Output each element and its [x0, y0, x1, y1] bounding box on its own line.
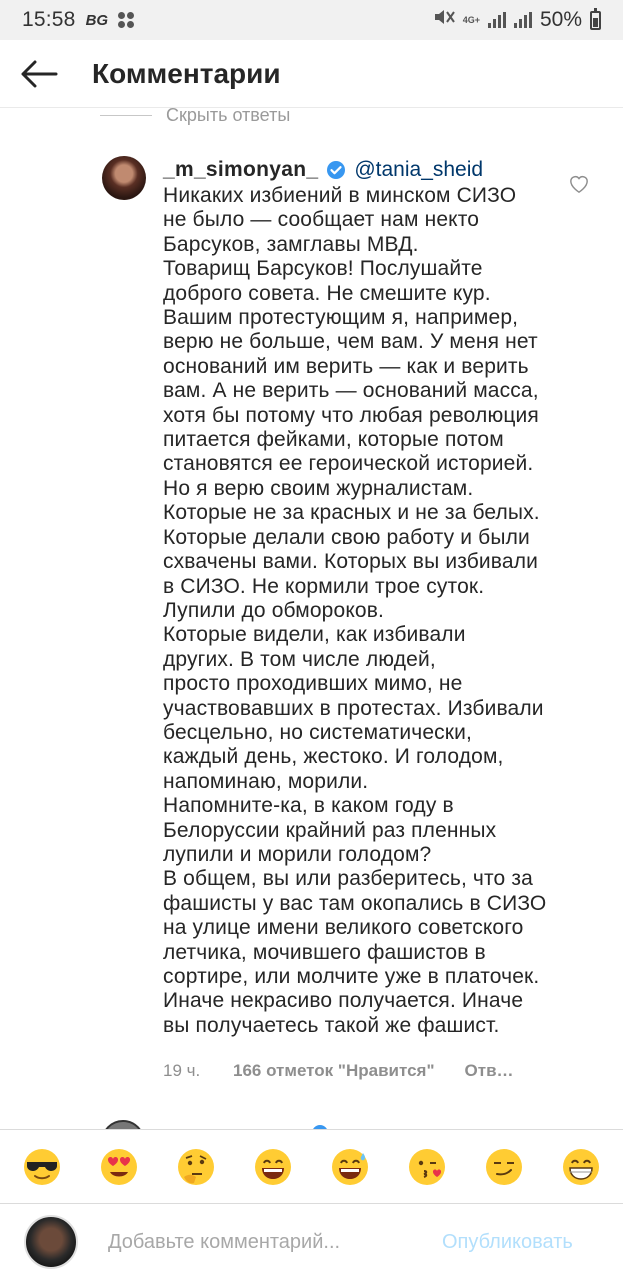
reply-button[interactable]: Отв…: [464, 1061, 514, 1080]
emoji-beaming[interactable]: [560, 1146, 602, 1188]
status-bar: [0, 0, 623, 40]
avatar[interactable]: [102, 156, 146, 200]
mention-link[interactable]: @tania_sheid: [354, 158, 484, 181]
emoji-sunglasses[interactable]: [21, 1146, 63, 1188]
likes-count[interactable]: 166 отметок "Нравится": [233, 1061, 435, 1080]
page-title: Комментарии: [92, 57, 281, 89]
user-avatar[interactable]: [24, 1215, 78, 1269]
comment-meta: [163, 1061, 514, 1081]
comment-input-bar: [0, 1203, 623, 1280]
mute-icon: [433, 7, 455, 33]
app-grid-icon: [118, 12, 134, 28]
username[interactable]: _m_simonyan_: [163, 158, 319, 181]
verified-badge-icon: [326, 160, 346, 180]
carrier-label: BG: [85, 11, 109, 29]
status-time: 15:58: [22, 8, 76, 31]
comment-header: [163, 156, 568, 184]
signal-icon: [488, 12, 506, 28]
publish-button[interactable]: Опубликовать: [442, 1230, 573, 1253]
emoji-kiss[interactable]: [406, 1146, 448, 1188]
comment-time: 19 ч.: [163, 1061, 201, 1080]
arrow-left-icon: [20, 60, 58, 88]
emoji-sweat-smile[interactable]: [329, 1146, 371, 1188]
emoji-thinking[interactable]: [175, 1146, 217, 1188]
battery-icon: [590, 11, 601, 30]
emoji-heart-eyes[interactable]: [98, 1146, 140, 1188]
signal-icon-2: [514, 12, 532, 28]
back-button[interactable]: [4, 40, 74, 108]
emoji-bar: [0, 1129, 623, 1203]
heart-icon[interactable]: [568, 174, 590, 199]
emoji-grinning[interactable]: [252, 1146, 294, 1188]
emoji-smirk[interactable]: [483, 1146, 525, 1188]
hide-replies-label: Скрыть ответы: [166, 105, 291, 125]
hide-replies-button[interactable]: [100, 105, 290, 126]
network-type: 4G+: [462, 15, 480, 25]
comment-text: Никаких избиений в минском СИЗО не было — сообщает нам некто Барсуков, замглавы МВД. Товарищ Барсуков! Послушайте доброго совета. Не смешите кур. Вашим протестующим я, например, верю не больше, чем вам. У меня нет оснований им верить — как и верить вам. А не верить — оснований масса, хотя бы потому что любая революция питается фейками, которые потом становятся ее героической историей. Но я верю своим журналистам. Которые не за красных и не за белых. Которые делали свою работу и были схвачены вами. Которых вы избивали в СИЗО. Не кормили трое суток. Лупили до обмороков. Которые видели, как избивали других. В том числе людей, просто проходивших мимо, не участвовавших в протестах. Избивали бесцельно, но систематически, каждый день, жестоко. И голодом, напоминаю, морили. Напомните-ка, в каком году в Белоруссии крайний раз пленных лупили и морили голодом? В общем, вы или разберитесь, что за фашисты у вас там окопались в СИЗО на улице имени великого советского летчика, мочившего фашистов в сортире, или молчите уже в платочек. Иначе некрасиво получается. Иначе вы получаетесь такой же фашист.: [163, 184, 547, 1037]
divider: [100, 115, 152, 116]
app-header: [0, 40, 623, 108]
battery-percent: 50%: [539, 8, 582, 31]
comment-body: [163, 156, 568, 1038]
comment-input[interactable]: [108, 1231, 438, 1254]
